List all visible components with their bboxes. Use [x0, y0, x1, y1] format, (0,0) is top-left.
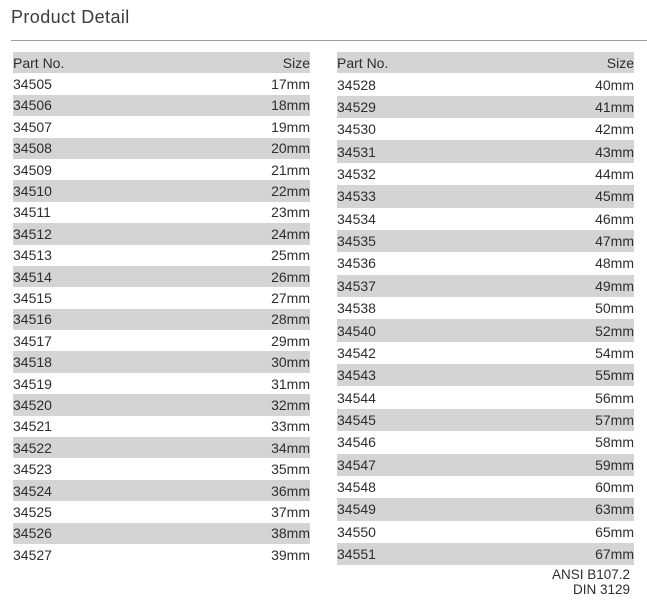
part-no-cell: 34510: [13, 183, 52, 200]
table-row: [337, 342, 634, 364]
table-row: [13, 373, 310, 394]
page-title: Product Detail: [11, 7, 130, 27]
table-row: [337, 96, 634, 118]
part-no-cell: 34531: [337, 143, 376, 160]
table-row: [337, 185, 634, 207]
part-no-cell: 34548: [337, 479, 376, 496]
size-cell: 20mm: [271, 140, 310, 157]
table-row: [13, 480, 310, 501]
part-no-cell: 34515: [13, 289, 52, 306]
table-row: [13, 287, 310, 308]
part-no-cell: 34528: [337, 76, 376, 93]
size-cell: 41mm: [595, 98, 634, 115]
size-cell: 31mm: [271, 375, 310, 392]
size-cell: 21mm: [271, 161, 310, 178]
part-no-cell: 34540: [337, 322, 376, 339]
table-header-right: [337, 52, 634, 73]
table-row: [13, 458, 310, 479]
table-row: [337, 208, 634, 230]
size-cell: 39mm: [271, 546, 310, 563]
part-no-cell: 34532: [337, 166, 376, 182]
size-cell: 27mm: [271, 289, 310, 306]
part-no-cell: 34508: [13, 140, 52, 157]
tables-container: [13, 52, 647, 565]
part-no-cell: 34545: [337, 411, 376, 428]
column-header-part-no: Part No.: [337, 54, 389, 71]
table-row: [13, 394, 310, 415]
part-no-cell: 34506: [13, 97, 52, 114]
column-header-size: Size: [606, 54, 634, 71]
table-row: [337, 409, 634, 431]
part-no-cell: 34520: [13, 396, 52, 413]
size-cell: 65mm: [595, 523, 634, 540]
part-no-cell: 34523: [13, 461, 52, 478]
table-row: [337, 275, 634, 297]
table-row: [13, 202, 310, 223]
part-no-cell: 34547: [337, 456, 376, 473]
standard-din: DIN 3129: [572, 582, 630, 598]
size-cell: 25mm: [271, 247, 310, 264]
size-cell: 19mm: [271, 118, 310, 135]
part-no-cell: 34529: [337, 98, 376, 115]
size-cell: 52mm: [595, 322, 634, 339]
size-cell: 44mm: [595, 166, 634, 182]
table-body-left: [13, 73, 310, 565]
size-cell: 24mm: [271, 225, 310, 242]
part-no-cell: 34536: [337, 255, 376, 272]
part-no-cell: 34538: [337, 300, 376, 317]
size-cell: 32mm: [271, 396, 310, 413]
size-cell: 59mm: [595, 456, 634, 473]
part-no-cell: 34549: [337, 501, 376, 518]
header-row: [337, 52, 634, 73]
size-cell: 35mm: [271, 461, 310, 478]
part-no-cell: 34530: [337, 121, 376, 138]
size-cell: 40mm: [595, 76, 634, 93]
table-row: [13, 116, 310, 137]
table-row: [337, 543, 634, 565]
part-no-cell: 34544: [337, 389, 376, 406]
table-row: [13, 159, 310, 180]
part-no-cell: 34522: [13, 439, 52, 456]
size-cell: 36mm: [271, 482, 310, 499]
table-row: [337, 498, 634, 520]
parts-table-left: [13, 52, 310, 565]
table-row: [337, 297, 634, 319]
size-cell: 67mm: [595, 546, 634, 563]
table-row: [337, 73, 634, 95]
title-divider: [11, 40, 647, 41]
size-cell: 57mm: [595, 411, 634, 428]
size-cell: 45mm: [595, 188, 634, 205]
size-cell: 47mm: [595, 233, 634, 250]
size-cell: 54mm: [595, 344, 634, 361]
size-cell: 63mm: [595, 501, 634, 518]
table-row: [337, 386, 634, 408]
size-cell: 50mm: [595, 300, 634, 317]
size-cell: 23mm: [271, 204, 310, 221]
table-row: [337, 431, 634, 453]
parts-table-right: [337, 52, 634, 565]
part-no-cell: 34533: [337, 188, 376, 205]
size-cell: 17mm: [271, 76, 310, 93]
table-row: [337, 521, 634, 543]
part-no-cell: 34517: [13, 332, 52, 349]
size-cell: 56mm: [595, 389, 634, 406]
size-cell: 26mm: [271, 268, 310, 285]
table-row: [13, 245, 310, 266]
table-row: [13, 330, 310, 351]
table-header-left: [13, 52, 310, 73]
size-cell: 33mm: [271, 418, 310, 435]
table-row: [13, 523, 310, 544]
part-no-cell: 34524: [13, 482, 52, 499]
table-row: [337, 140, 634, 162]
part-no-cell: 34534: [337, 210, 376, 227]
size-cell: 46mm: [595, 210, 634, 227]
column-header-size: Size: [282, 54, 310, 71]
part-no-cell: 34527: [13, 546, 52, 563]
size-cell: 58mm: [595, 434, 634, 451]
size-cell: 42mm: [595, 121, 634, 138]
table-row: [337, 230, 634, 252]
table-row: [13, 544, 310, 565]
table-row: [337, 118, 634, 140]
table-row: [13, 180, 310, 201]
part-no-cell: 34543: [337, 367, 376, 384]
table-row: [13, 223, 310, 244]
table-body-right: [337, 73, 634, 565]
size-cell: 37mm: [271, 503, 310, 520]
table-row: [337, 476, 634, 498]
part-no-cell: 34516: [13, 311, 52, 328]
size-cell: 29mm: [271, 332, 310, 349]
table-row: [13, 416, 310, 437]
part-no-cell: 34542: [337, 344, 376, 361]
part-no-cell: 34505: [13, 76, 52, 93]
part-no-cell: 34519: [13, 375, 52, 392]
part-no-cell: 34537: [337, 277, 376, 294]
size-cell: 22mm: [271, 183, 310, 200]
table-row: [13, 73, 310, 94]
table-row: [337, 319, 634, 341]
part-no-cell: 34525: [13, 503, 52, 520]
part-no-cell: 34512: [13, 225, 52, 242]
header-row: [13, 52, 310, 73]
standard-ansi: ANSI B107.2: [551, 567, 630, 583]
size-cell: 43mm: [595, 143, 634, 160]
size-cell: 30mm: [271, 354, 310, 371]
part-no-cell: 34518: [13, 354, 52, 371]
part-no-cell: 34511: [13, 204, 51, 221]
table-row: [337, 163, 634, 185]
table-row: [337, 364, 634, 386]
table-row: [13, 266, 310, 287]
table-row: [13, 501, 310, 522]
size-cell: 55mm: [595, 367, 634, 384]
part-no-cell: 34526: [13, 525, 52, 542]
table-row: [13, 95, 310, 116]
table-row: [337, 454, 634, 476]
size-cell: 49mm: [595, 277, 634, 294]
part-no-cell: 34535: [337, 233, 376, 250]
table-row: [13, 437, 310, 458]
size-cell: 48mm: [595, 255, 634, 272]
part-no-cell: 34521: [13, 418, 52, 435]
table-row: [13, 138, 310, 159]
size-cell: 28mm: [271, 311, 310, 328]
part-no-cell: 34514: [13, 268, 52, 285]
part-no-cell: 34513: [13, 247, 52, 264]
size-cell: 34mm: [271, 439, 310, 456]
standards-footer: [13, 567, 630, 597]
size-cell: 18mm: [271, 97, 310, 114]
part-no-cell: 34551: [337, 546, 376, 563]
part-no-cell: 34507: [13, 118, 52, 135]
part-no-cell: 34550: [337, 523, 376, 540]
part-no-cell: 34509: [13, 161, 52, 178]
table-row: [13, 309, 310, 330]
table-row: [13, 351, 310, 372]
table-row: [337, 252, 634, 274]
size-cell: 60mm: [595, 479, 634, 496]
size-cell: 38mm: [271, 525, 310, 542]
part-no-cell: 34546: [337, 434, 376, 451]
column-header-part-no: Part No.: [13, 54, 65, 71]
